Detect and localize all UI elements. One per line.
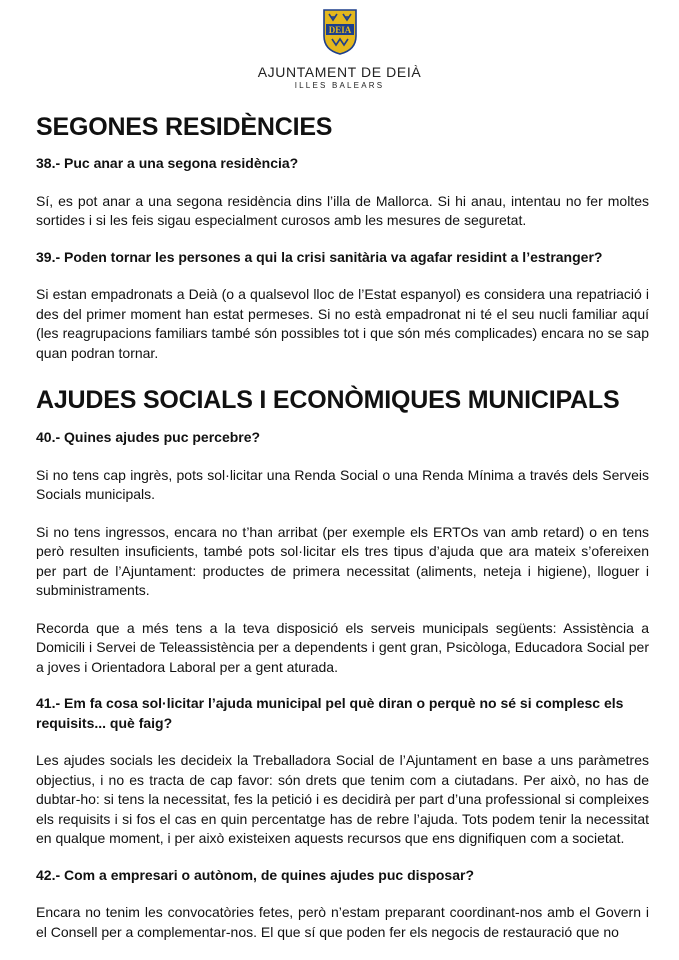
answer-40-p3: Recorda que a més tens a la teva disposició els serveis municipals següents: Assistència a Domicili i Servei de Teleassistència per a dependents i gent gran, Psicòloga, Educadora Social per a joves i Orientadora Laboral per a gent aturada. xyxy=(36,619,649,675)
question-40: 40.- Quines ajudes puc percebre? xyxy=(36,429,261,445)
section-title: AJUDES SOCIALS I ECONÒMIQUES MUNICIPALS xyxy=(36,386,620,414)
deia-crest-logo xyxy=(322,8,358,56)
answer-40-p1: Si no tens cap ingrès, pots sol·licitar una Renda Social o una Renda Mínima a través dels Serveis Socials municipals. xyxy=(36,466,649,502)
question-41: 41.- Em fa cosa sol·licitar l’ajuda municipal pel què diran o perquè no sé si complesc els requisits... què faig? xyxy=(36,695,624,731)
answer-41: Les ajudes socials les decideix la Treballadora Social de l’Ajuntament en base a uns paràmetres objectius, i no es tracta de cap favor: són drets que tenim com a ciutadans. Per això, no has de dubtar-ho: si tens la necessitat, fes la petició i es decidirà per part d’una professional si compleixes els requisits i si fos el cas en quin percentatge has de rebre l’ajuda. Tots podem tenir la necessitat en qualque moment, i per això existeixen aquests recursos que ens dignifiquen com a societat. xyxy=(36,752,649,846)
section-title: SEGONES RESIDÈNCIES xyxy=(36,113,333,141)
document-body xyxy=(36,112,649,942)
question-42: 42.- Com a empresari o autònom, de quines ajudes puc disposar? xyxy=(36,866,474,883)
answer-39: Si estan empadronats a Deià (o a qualsevol lloc de l’Estat espanyol) es considera una repatriació i des del primer moment han estat permeses. Si no està empadronat ni té el seu nucli familiar aquí (les reagrupacions familiars també són possibles tot i que són més complicades) encara no se sap quan podran tornar. xyxy=(36,286,649,361)
letterhead xyxy=(0,8,679,90)
answer-42: Encara no tenim les convocatòries fetes, però n’estam preparant coordinant-nos amb el Govern i el Consell per a complementar-nos. El que sí que poden fer els negocis de restauració que no xyxy=(36,904,649,940)
answer-40-p2: Si no tens ingressos, encara no t’han arribat (per exemple els ERTOs van amb retard) o en tens però resulten insuficients, també pots sol·licitar els tres tipus d’ajuda que ara mateix s’ofereixen per part de l’Ajuntament: productes de primera necessitat (aliments, neteja i higiene), lloguer i subministraments. xyxy=(36,523,649,598)
question-38: 38.- Puc anar a una segona residència? xyxy=(36,155,299,171)
org-subtitle: ILLES BALEARS xyxy=(294,81,385,90)
crest-text: DEIA xyxy=(328,25,351,35)
question-39: 39.- Poden tornar les persones a qui la crisi sanitària va agafar residint a l’estranger? xyxy=(36,248,603,265)
org-name: AJUNTAMENT DE DEIÀ xyxy=(257,64,422,80)
answer-38: Sí, es pot anar a una segona residència dins l’illa de Mallorca. Si hi anau, intentau no fer moltes sortides i si les feis sigau especialment curosos amb les mesures de seguretat. xyxy=(36,192,649,228)
